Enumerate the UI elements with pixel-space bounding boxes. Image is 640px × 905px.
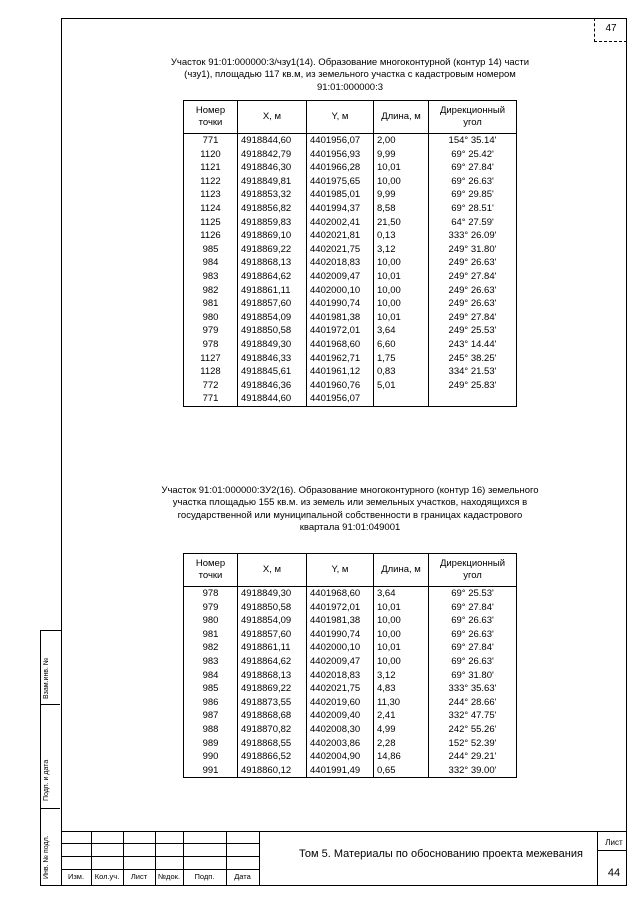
cell-x: 4918857,60 — [238, 297, 307, 311]
cell-y: 4402004,90 — [307, 750, 374, 764]
cell-y: 4402019,60 — [307, 696, 374, 710]
side-signature-column — [40, 630, 61, 886]
cell-point-number: 986 — [184, 696, 238, 710]
cell-y: 4402009,47 — [307, 655, 374, 669]
cell-angle: 249° 25.83' — [429, 379, 517, 393]
cell-x: 4918842,79 — [238, 148, 307, 162]
cell-point-number: 978 — [184, 587, 238, 601]
cell-y: 4401990,74 — [307, 628, 374, 642]
cell-point-number: 772 — [184, 379, 238, 393]
stamp-label-count: Кол.уч. — [94, 872, 120, 881]
table-row — [184, 161, 517, 175]
table-row — [184, 587, 517, 601]
cell-y: 4401994,37 — [307, 202, 374, 216]
header-angle: Дирекционный угол — [429, 554, 517, 587]
cell-point-number: 1122 — [184, 175, 238, 189]
cell-x: 4918850,58 — [238, 324, 307, 338]
cell-length: 10,01 — [374, 270, 429, 284]
table-row — [184, 709, 517, 723]
table-row — [184, 392, 517, 406]
cell-length: 9,99 — [374, 148, 429, 162]
cell-x: 4918846,30 — [238, 161, 307, 175]
cell-point-number: 989 — [184, 737, 238, 751]
cell-x: 4918854,09 — [238, 311, 307, 325]
cell-angle: 249° 27.84' — [429, 270, 517, 284]
cell-length: 4,83 — [374, 682, 429, 696]
cell-length: 0,83 — [374, 365, 429, 379]
cell-angle: 249° 31.80' — [429, 243, 517, 257]
cell-x: 4918845,61 — [238, 365, 307, 379]
cell-angle: 243° 14.44' — [429, 338, 517, 352]
cell-point-number: 981 — [184, 628, 238, 642]
sheet-number: 44 — [607, 867, 621, 879]
cell-angle: 152° 52.39' — [429, 737, 517, 751]
cell-y: 4402018,83 — [307, 669, 374, 683]
cell-point-number: 771 — [184, 392, 238, 406]
table-row — [184, 764, 517, 778]
cell-y: 4402000,10 — [307, 284, 374, 298]
cell-y: 4401968,60 — [307, 587, 374, 601]
cell-angle: 69° 31.80' — [429, 669, 517, 683]
cell-x: 4918854,09 — [238, 614, 307, 628]
cell-angle: 69° 26.63' — [429, 614, 517, 628]
table-row — [184, 134, 517, 148]
cell-angle: 333° 26.09' — [429, 229, 517, 243]
cell-x: 4918849,30 — [238, 587, 307, 601]
table-row — [184, 311, 517, 325]
cell-x: 4918853,32 — [238, 188, 307, 202]
cell-angle: 249° 26.63' — [429, 284, 517, 298]
cell-point-number: 990 — [184, 750, 238, 764]
table-row — [184, 628, 517, 642]
cell-point-number: 983 — [184, 655, 238, 669]
cell-angle: 242° 55.26' — [429, 723, 517, 737]
cell-x: 4918846,36 — [238, 379, 307, 393]
table-row — [184, 243, 517, 257]
table-row — [184, 338, 517, 352]
cell-y: 4402021,75 — [307, 243, 374, 257]
header-y: Y, м — [307, 101, 374, 134]
section2-caption: Участок 91:01:000000:ЗУ2(16). Образование многоконтурного (контур 16) земельного участка площадью 155 кв.м. из земель или земельных участков, находящихся в государственной или муниципальной собственности в границах кадастрового квартала 91:01:049001 — [161, 485, 539, 534]
cell-point-number: 979 — [184, 324, 238, 338]
table-row — [184, 297, 517, 311]
cell-length: 10,00 — [374, 628, 429, 642]
cell-point-number: 1127 — [184, 352, 238, 366]
cell-angle: 69° 26.63' — [429, 655, 517, 669]
stamp-col-line — [259, 832, 260, 886]
cell-x: 4918870,82 — [238, 723, 307, 737]
cell-angle: 249° 27.84' — [429, 311, 517, 325]
table-row — [184, 641, 517, 655]
table-row — [184, 365, 517, 379]
cell-angle: 333° 35.63' — [429, 682, 517, 696]
cell-point-number: 1123 — [184, 188, 238, 202]
stamp-label-sheet: Лист — [130, 872, 148, 881]
cell-angle: 249° 25.53' — [429, 324, 517, 338]
cell-length: 2,41 — [374, 709, 429, 723]
cell-point-number: 978 — [184, 338, 238, 352]
cell-x: 4918864,62 — [238, 655, 307, 669]
table-row — [184, 737, 517, 751]
cell-point-number: 1126 — [184, 229, 238, 243]
cell-point-number: 981 — [184, 297, 238, 311]
cell-angle: 69° 25.53' — [429, 587, 517, 601]
section1-coordinates-table — [183, 100, 517, 407]
cell-y: 4402003,86 — [307, 737, 374, 751]
cell-length — [374, 392, 429, 406]
side-label-sign: Подп. и дата — [43, 759, 50, 801]
table-row — [184, 270, 517, 284]
cell-point-number: 1121 — [184, 161, 238, 175]
table-row — [184, 148, 517, 162]
cell-length: 2,28 — [374, 737, 429, 751]
stamp-label-date: Дата — [234, 872, 251, 881]
cell-y: 4402021,81 — [307, 229, 374, 243]
side-cell-sign — [41, 705, 60, 809]
cell-point-number: 983 — [184, 270, 238, 284]
header-point-number: Номер точки — [184, 554, 238, 587]
cell-angle: 69° 26.63' — [429, 175, 517, 189]
header-length: Длина, м — [374, 554, 429, 587]
header-x: X, м — [238, 554, 307, 587]
cell-y: 4402009,47 — [307, 270, 374, 284]
cell-point-number: 985 — [184, 682, 238, 696]
sheet-label: Лист — [605, 838, 623, 847]
cell-x: 4918868,13 — [238, 256, 307, 270]
table-row — [184, 379, 517, 393]
table-row — [184, 696, 517, 710]
cell-y: 4401968,60 — [307, 338, 374, 352]
table-row — [184, 229, 517, 243]
header-point-number: Номер точки — [184, 101, 238, 134]
cell-x: 4918868,68 — [238, 709, 307, 723]
header-y: Y, м — [307, 554, 374, 587]
cell-point-number: 987 — [184, 709, 238, 723]
cell-angle: 249° 26.63' — [429, 297, 517, 311]
cell-x: 4918869,10 — [238, 229, 307, 243]
cell-length: 11,30 — [374, 696, 429, 710]
cell-point-number: 985 — [184, 243, 238, 257]
cell-length: 10,01 — [374, 311, 429, 325]
cell-length: 1,75 — [374, 352, 429, 366]
cell-point-number: 988 — [184, 723, 238, 737]
cell-length: 5,01 — [374, 379, 429, 393]
table-row — [184, 256, 517, 270]
cell-length: 10,00 — [374, 256, 429, 270]
cell-y: 4401972,01 — [307, 324, 374, 338]
cell-y: 4401966,28 — [307, 161, 374, 175]
cell-x: 4918846,33 — [238, 352, 307, 366]
cell-point-number: 982 — [184, 284, 238, 298]
cell-x: 4918850,58 — [238, 601, 307, 615]
cell-x: 4918869,22 — [238, 682, 307, 696]
table-row — [184, 655, 517, 669]
cell-y: 4401956,07 — [307, 134, 374, 148]
cell-angle: 69° 26.63' — [429, 628, 517, 642]
cell-angle: 154° 35.14' — [429, 134, 517, 148]
cell-x: 4918849,30 — [238, 338, 307, 352]
cell-point-number: 1125 — [184, 216, 238, 230]
cell-y: 4401985,01 — [307, 188, 374, 202]
title-block — [61, 831, 627, 886]
header-angle: Дирекционный угол — [429, 101, 517, 134]
cell-angle: 69° 29.85' — [429, 188, 517, 202]
cell-angle: 69° 27.84' — [429, 641, 517, 655]
cell-y: 4401991,49 — [307, 764, 374, 778]
cell-angle: 332° 39.00' — [429, 764, 517, 778]
cell-length: 3,64 — [374, 324, 429, 338]
cell-point-number: 984 — [184, 669, 238, 683]
cell-length: 0,65 — [374, 764, 429, 778]
cell-x: 4918864,62 — [238, 270, 307, 284]
cell-angle: 69° 27.84' — [429, 161, 517, 175]
cell-length: 4,99 — [374, 723, 429, 737]
cell-y: 4402018,83 — [307, 256, 374, 270]
table-row — [184, 669, 517, 683]
cell-x: 4918868,13 — [238, 669, 307, 683]
side-cell-inventory — [41, 809, 60, 885]
side-label-inventory: Инв. № подл. — [43, 835, 50, 879]
table-row — [184, 614, 517, 628]
cell-length: 10,01 — [374, 641, 429, 655]
cell-y: 4401981,38 — [307, 614, 374, 628]
table-row — [184, 188, 517, 202]
cell-point-number: 982 — [184, 641, 238, 655]
cell-y: 4401972,01 — [307, 601, 374, 615]
cell-x: 4918849,81 — [238, 175, 307, 189]
cell-x: 4918866,52 — [238, 750, 307, 764]
cell-angle: 334° 21.53' — [429, 365, 517, 379]
table-row — [184, 750, 517, 764]
cell-point-number: 771 — [184, 134, 238, 148]
cell-angle: 69° 27.84' — [429, 601, 517, 615]
side-cell-replace — [41, 631, 60, 705]
cell-y: 4401990,74 — [307, 297, 374, 311]
cell-y: 4401960,76 — [307, 379, 374, 393]
cell-length: 21,50 — [374, 216, 429, 230]
cell-angle: 332° 47.75' — [429, 709, 517, 723]
cell-length: 0,13 — [374, 229, 429, 243]
side-label-replace: Взам.инв. № — [43, 657, 50, 699]
cell-length: 3,12 — [374, 243, 429, 257]
table-row — [184, 216, 517, 230]
stamp-label-signature: Подп. — [194, 872, 215, 881]
cell-length: 8,58 — [374, 202, 429, 216]
cell-y: 4401956,93 — [307, 148, 374, 162]
cell-point-number: 1128 — [184, 365, 238, 379]
stamp-sheet-line — [597, 850, 627, 851]
table-header-row — [184, 101, 517, 134]
cell-point-number: 1124 — [184, 202, 238, 216]
cell-angle: 245° 38.25' — [429, 352, 517, 366]
cell-length: 2,00 — [374, 134, 429, 148]
cell-length: 10,00 — [374, 175, 429, 189]
cell-y: 4401961,12 — [307, 365, 374, 379]
header-length: Длина, м — [374, 101, 429, 134]
cell-x: 4918857,60 — [238, 628, 307, 642]
table-header-row — [184, 554, 517, 587]
cell-length: 9,99 — [374, 188, 429, 202]
cell-length: 14,86 — [374, 750, 429, 764]
cell-x: 4918868,55 — [238, 737, 307, 751]
cell-point-number: 1120 — [184, 148, 238, 162]
cell-y: 4402021,75 — [307, 682, 374, 696]
cell-angle: 244° 29.21' — [429, 750, 517, 764]
cell-x: 4918861,11 — [238, 641, 307, 655]
cell-y: 4401975,65 — [307, 175, 374, 189]
cell-x: 4918860,12 — [238, 764, 307, 778]
table-row — [184, 324, 517, 338]
cell-x: 4918844,60 — [238, 392, 307, 406]
cell-length: 6,60 — [374, 338, 429, 352]
cell-y: 4401962,71 — [307, 352, 374, 366]
section1-caption: Участок 91:01:000000:3/чзу1(14). Образование многоконтурной (контур 14) части (чзу1), площадью 117 кв.м, из земельного участка с кадастровым номером 91:01:000000:3 — [170, 57, 530, 93]
cell-angle: 244° 28.66' — [429, 696, 517, 710]
section2-coordinates-table — [183, 553, 517, 778]
cell-length: 10,01 — [374, 601, 429, 615]
cell-x: 4918844,60 — [238, 134, 307, 148]
cell-length: 10,00 — [374, 297, 429, 311]
page-number: 47 — [594, 18, 627, 42]
cell-length: 10,00 — [374, 284, 429, 298]
cell-length: 3,64 — [374, 587, 429, 601]
stamp-label-change: Изм. — [67, 872, 85, 881]
cell-y: 4402002,41 — [307, 216, 374, 230]
cell-point-number: 984 — [184, 256, 238, 270]
cell-point-number: 979 — [184, 601, 238, 615]
cell-angle: 69° 28.51' — [429, 202, 517, 216]
stamp-col-line — [597, 832, 598, 886]
cell-point-number: 980 — [184, 614, 238, 628]
table-row — [184, 723, 517, 737]
table-row — [184, 284, 517, 298]
document-title: Том 5. Материалы по обоснованию проекта межевания — [299, 848, 583, 860]
cell-point-number: 991 — [184, 764, 238, 778]
cell-angle: 64° 27.59' — [429, 216, 517, 230]
cell-angle: 249° 26.63' — [429, 256, 517, 270]
cell-y: 4401956,07 — [307, 392, 374, 406]
cell-x: 4918859,83 — [238, 216, 307, 230]
cell-y: 4402000,10 — [307, 641, 374, 655]
cell-length: 10,01 — [374, 161, 429, 175]
cell-point-number: 980 — [184, 311, 238, 325]
table-row — [184, 682, 517, 696]
cell-x: 4918856,82 — [238, 202, 307, 216]
cell-y: 4401981,38 — [307, 311, 374, 325]
table-row — [184, 202, 517, 216]
table-row — [184, 601, 517, 615]
cell-length: 10,00 — [374, 655, 429, 669]
cell-angle: 69° 25.42' — [429, 148, 517, 162]
cell-x: 4918873,55 — [238, 696, 307, 710]
table-row — [184, 175, 517, 189]
cell-x: 4918861,11 — [238, 284, 307, 298]
table-row — [184, 352, 517, 366]
cell-y: 4402009,40 — [307, 709, 374, 723]
cell-length: 10,00 — [374, 614, 429, 628]
cell-y: 4402008,30 — [307, 723, 374, 737]
cell-length: 3,12 — [374, 669, 429, 683]
header-x: X, м — [238, 101, 307, 134]
cell-x: 4918869,22 — [238, 243, 307, 257]
cell-angle — [429, 392, 517, 406]
stamp-label-docnum: №док. — [158, 872, 180, 881]
